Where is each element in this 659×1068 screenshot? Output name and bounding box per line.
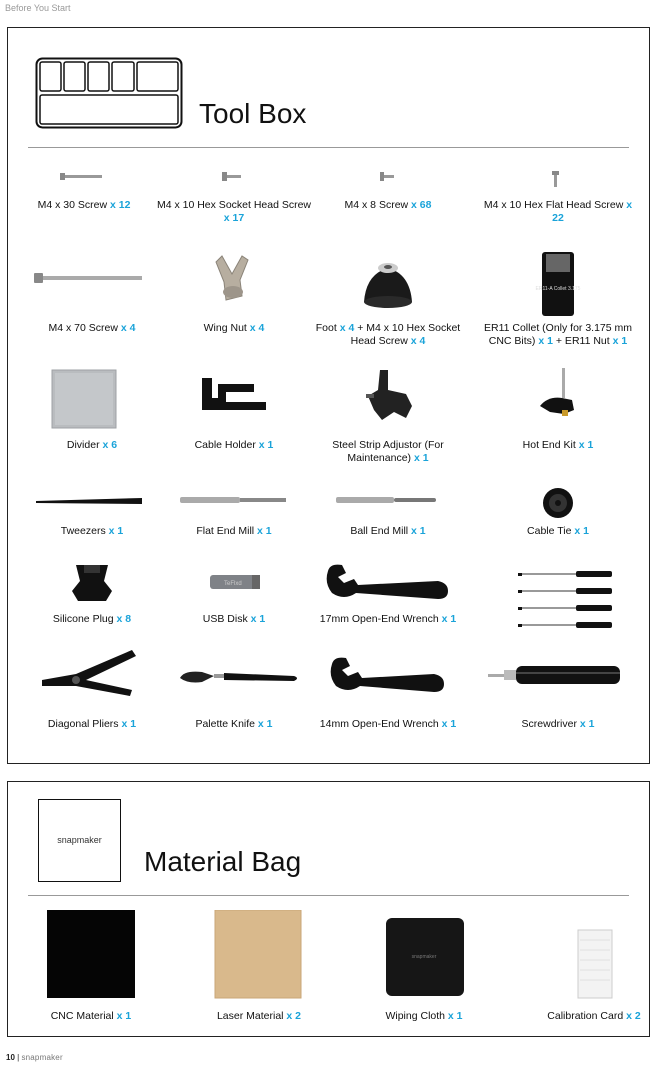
palette-knife-image xyxy=(154,646,314,706)
item-ball-end-mill: Ball End Mill x 1 xyxy=(308,487,468,524)
item-screwdriver-bits xyxy=(478,561,638,646)
foot-image xyxy=(308,250,468,320)
item-diagonal-pliers: Diagonal Pliers x 1 xyxy=(12,646,172,711)
page-footer: 10 | snapmaker xyxy=(6,1053,63,1062)
item-cable-tie: Cable Tie x 1 xyxy=(478,487,638,524)
silicone-plug-image xyxy=(12,561,172,611)
item-laser-material: Laser Material x 2 xyxy=(179,910,339,1005)
item-cnc-material: CNC Material x 1 xyxy=(11,910,171,1005)
material-bag-logo-box xyxy=(38,799,121,882)
svg-text:ER11-A Collet 3.175: ER11-A Collet 3.175 xyxy=(535,286,581,292)
toolbox-icon xyxy=(35,57,183,129)
item-usb-disk: TeFlxd USB Disk x 1 xyxy=(154,561,314,616)
item-hot-end-kit: Hot End Kit x 1 xyxy=(478,366,638,435)
item-wing-nut: Wing Nut x 4 xyxy=(154,250,314,325)
section-header: Before You Start xyxy=(5,3,71,13)
item-er11-collet: ER11-A Collet 3.175 ER11 Collet (Only for 3.175 mm CNC Bits) x 1 + ER11 Nut x 1 xyxy=(478,250,638,325)
svg-text:TeFlxd: TeFlxd xyxy=(224,581,242,587)
toolbox-title: Tool Box xyxy=(199,98,307,129)
wrench-image xyxy=(308,561,468,611)
hot-end-image xyxy=(478,366,638,430)
screw-image xyxy=(12,250,172,320)
divider-image xyxy=(12,366,172,430)
screwdriver-bits-image xyxy=(478,561,638,641)
screw-image xyxy=(4,168,164,198)
divider-line xyxy=(28,895,629,896)
item-m4x70-screw: M4 x 70 Screw x 4 xyxy=(12,250,172,325)
item-screwdriver: Screwdriver x 1 xyxy=(478,646,638,711)
svg-text:snapmaker: snapmaker xyxy=(411,954,437,960)
item-silicone-plug: Silicone Plug x 8 xyxy=(12,561,172,616)
cable-holder-image xyxy=(154,366,314,430)
item-cable-holder: Cable Holder x 1 xyxy=(154,366,314,435)
page-number: 10 xyxy=(6,1053,15,1062)
item-divider: Divider x 6 xyxy=(12,366,172,435)
item-calibration-card: Calibration Card x 2 xyxy=(514,910,659,1005)
item-steel-strip-adjustor: Steel Strip Adjustor (For Maintenance) x 1 xyxy=(308,366,468,435)
wrench-image xyxy=(308,646,468,706)
item-tweezers: Tweezers x 1 xyxy=(12,487,172,524)
wiping-cloth-image xyxy=(344,910,504,1000)
adjustor-image xyxy=(308,366,468,430)
toolbox-panel xyxy=(7,27,650,764)
materialbag-panel xyxy=(7,781,650,1037)
cnc-material-image xyxy=(11,910,171,1000)
snapmaker-logo: snapmaker xyxy=(57,835,102,845)
usb-disk-image xyxy=(154,561,314,611)
divider-line xyxy=(28,147,629,148)
pliers-image xyxy=(12,646,172,706)
footer-logo: snapmaker xyxy=(21,1053,63,1062)
item-m4x8-screw: M4 x 8 Screw x 68 xyxy=(308,168,468,203)
collet-image xyxy=(478,250,638,320)
screw-image xyxy=(154,168,314,198)
cable-tie-image xyxy=(478,487,638,519)
item-wiping-cloth: snapmaker Wiping Cloth x 1 xyxy=(344,910,504,1005)
item-m4x10-hex-flat: M4 x 10 Hex Flat Head Screw x 22 xyxy=(478,168,638,203)
materialbag-title: Material Bag xyxy=(144,846,302,877)
flat-end-mill-image xyxy=(154,487,314,519)
item-foot: Foot x 4 + M4 x 10 Hex Socket Head Screw x 4 xyxy=(308,250,468,325)
item-14mm-wrench: 14mm Open-End Wrench x 1 xyxy=(308,646,468,711)
screwdriver-image xyxy=(478,646,638,706)
ball-end-mill-image xyxy=(308,487,468,519)
laser-material-image xyxy=(179,910,339,1000)
tweezers-image xyxy=(12,487,172,519)
item-17mm-wrench: 17mm Open-End Wrench x 1 xyxy=(308,561,468,616)
wing-nut-image xyxy=(154,250,314,320)
item-flat-end-mill: Flat End Mill x 1 xyxy=(154,487,314,524)
screw-image xyxy=(308,168,468,198)
calibration-card-image xyxy=(514,910,659,1000)
item-palette-knife: Palette Knife x 1 xyxy=(154,646,314,711)
screw-image xyxy=(478,168,638,198)
item-m4x30-screw: M4 x 30 Screw x 12 xyxy=(4,168,164,203)
item-m4x10-hex-socket: M4 x 10 Hex Socket Head Screw x 17 xyxy=(154,168,314,203)
